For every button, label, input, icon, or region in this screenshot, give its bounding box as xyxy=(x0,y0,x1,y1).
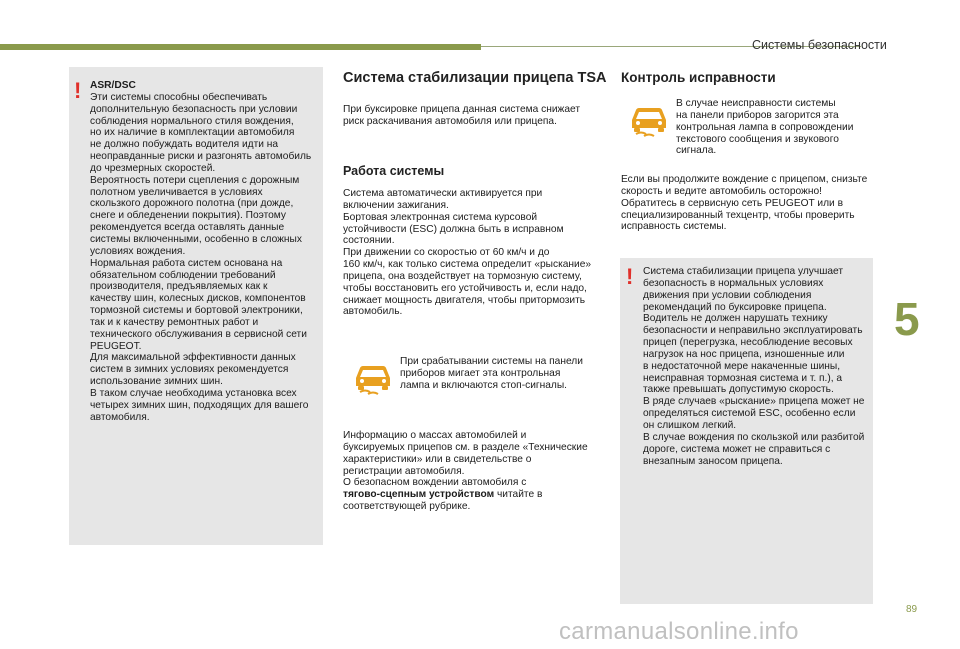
text-line: буксируемых прицепов см. в разделе «Технические xyxy=(343,441,588,453)
text-line: регистрации автомобиля. xyxy=(343,465,465,477)
text-line: также превышать допустимую скорость. xyxy=(643,384,834,396)
text-line: включении зажигания. xyxy=(343,199,449,211)
text-line: В случае неисправности системы xyxy=(676,98,836,109)
text-line: использование зимних шин. xyxy=(90,376,223,388)
text-line: При срабатывании системы на панели xyxy=(400,356,583,367)
fault-body xyxy=(621,174,881,233)
text-line: текстового сообщения и звукового xyxy=(676,133,839,145)
text-line: лампа и включаются стоп-сигналы. xyxy=(400,379,567,391)
warning-exclamation-icon: ! xyxy=(74,78,82,103)
tsa-intro xyxy=(343,104,603,128)
text-line: Информацию о массах автомобилей и xyxy=(343,430,527,441)
tsa-info-last: соответствующей рубрике. xyxy=(343,501,471,513)
text-line: Система стабилизации прицепа улучшает xyxy=(643,266,844,277)
text-line: но их наличие в комплектации автомобиля xyxy=(90,127,295,139)
text-line: При движении со скоростью от 60 км/ч и до xyxy=(343,247,550,259)
text-line: Водитель не должен нарушать технику xyxy=(643,313,828,325)
text-line: рекомендаций по буксировке прицепа. xyxy=(643,301,827,313)
operation-text xyxy=(343,188,613,318)
trailer-stability-fault-icon xyxy=(628,104,670,138)
text-line: В ряде случаев «рыскание» прицепа может не xyxy=(643,396,865,408)
text-line: скорость и ведите автомобиль осторожно! xyxy=(621,185,822,197)
text-line: дополнительную безопасность при условии xyxy=(90,103,298,115)
watermark: carmanualsonline.info xyxy=(559,618,799,645)
text-line: снеге и обледенении покрытия). Поэтому xyxy=(90,210,287,222)
tsa-info-tail: читайте в xyxy=(494,489,543,501)
text-line: Обратитесь в сервисную сеть PEUGEOT или в xyxy=(621,197,843,209)
text-line: качеству шин, колесных дисков, компонентов xyxy=(90,293,306,305)
text-line: дороге, система может не справиться с xyxy=(643,443,831,455)
text-line: нагрузок на нос прицепа, изношенные или xyxy=(643,348,845,360)
text-line: соблюдения нормального стиля вождения, xyxy=(90,115,294,127)
text-line: технического обслуживания в сервисной сети xyxy=(90,328,307,340)
text-line: приборов мигает эта контрольная xyxy=(400,367,561,379)
text-line: PEUGEOT. xyxy=(90,340,142,352)
trailer-stability-warning-icon xyxy=(352,362,394,396)
text-line: внезапным заносом прицепа. xyxy=(643,455,783,467)
text-line: обязательном соблюдении требований xyxy=(90,269,276,281)
left-warning-lines xyxy=(90,92,322,424)
text-line: В случае вождения по скользкой или разбитой xyxy=(643,431,865,443)
text-line: Нормальная работа систем основана на xyxy=(90,257,283,269)
text-line: скользкого дорожного полотна (при дожде, xyxy=(90,198,294,210)
text-line: Система автоматически активируется при xyxy=(343,188,543,199)
text-line: системы включенными, особенно в сложных xyxy=(90,233,302,245)
text-line: характеристики» или в свидетельстве о xyxy=(343,453,532,465)
text-line: чтобы восстановить его устойчивость и, если надо, xyxy=(343,282,587,294)
section-title: Системы безопасности xyxy=(752,38,887,52)
tsa-icon-note xyxy=(400,356,600,392)
text-line: тормозной системы и бортовой электроники, xyxy=(90,305,303,317)
text-line: контрольная лампа в сопровождении xyxy=(676,121,854,133)
text-line: так и к качеству ремонтных работ и xyxy=(90,316,259,328)
text-line: В таком случае необходима установка всех xyxy=(90,387,297,399)
text-line: безопасность в нормальных условиях xyxy=(643,277,824,289)
text-line: риск раскачивания автомобиля или прицепа. xyxy=(343,115,557,127)
text-line: до чрезмерных скоростей. xyxy=(90,162,216,174)
text-line: При буксировке прицепа данная система снижает xyxy=(343,104,581,115)
text-line: автомобиль. xyxy=(343,306,403,318)
text-line: 160 км/ч, как только система определит «рыскание» xyxy=(343,259,592,271)
text-line: полотном увеличивается в условиях xyxy=(90,186,263,198)
warning-exclamation-icon-2: ! xyxy=(626,264,634,289)
text-line: определяться системой ESC, особенно если xyxy=(643,408,856,420)
text-line: исправность системы. xyxy=(621,221,727,233)
text-line: снижает мощность двигателя, чтобы притормозить xyxy=(343,294,586,306)
text-line: Если вы продолжите вождение с прицепом, снизьте xyxy=(621,174,868,185)
text-line: устойчивости (ESC) должна быть в исправном xyxy=(343,223,564,235)
text-line: он слишком легкий. xyxy=(643,419,737,431)
chapter-number: 5 xyxy=(894,293,920,345)
text-line: прицеп (перегрузка, несоблюдение весовых xyxy=(643,337,853,349)
text-line: неоправданные риски и разгонять автомобиль xyxy=(90,151,312,163)
operation-title: Работа системы xyxy=(343,164,445,178)
text-line: четырех зимних шин, подходящих для вашего xyxy=(90,399,309,411)
text-line: систем в зимних условиях рекомендуется xyxy=(90,364,289,376)
text-line: Для максимальной эффективности данных xyxy=(90,352,296,364)
text-line: состоянии. xyxy=(343,235,395,247)
fault-title: Контроль исправности xyxy=(621,70,776,85)
text-line: рекомендуется всегда оставлять данные xyxy=(90,222,285,234)
text-line: прицепа, она воздействует на тормозную систему, xyxy=(343,270,582,282)
left-warning-text xyxy=(90,80,322,423)
text-line: производителя, предъявляемых как к xyxy=(90,281,268,293)
text-line: в недостаточной мере накаченные шины, xyxy=(643,360,841,372)
tsa-info xyxy=(343,430,608,513)
text-line: Бортовая электронная система курсовой xyxy=(343,211,538,223)
page-number: 89 xyxy=(906,604,918,615)
text-line: Эти системы способны обеспечивать xyxy=(90,91,268,103)
header-rule xyxy=(0,44,481,50)
text-line: на панели приборов загорится эта xyxy=(676,109,839,121)
text-line: не должно побуждать водителя идти на xyxy=(90,139,279,151)
right-warning-text xyxy=(643,266,871,467)
text-line: специализированный техцентр, чтобы проверить xyxy=(621,209,855,221)
tsa-info-lines xyxy=(343,430,608,489)
text-line: условиях вождения. xyxy=(90,245,186,257)
text-line: безопасности и неправильно эксплуатировать xyxy=(643,325,863,337)
text-line: О безопасном вождении автомобиля с xyxy=(343,477,527,489)
text-line: движения при условии соблюдения xyxy=(643,289,812,301)
text-line: неисправная тормозная система и т. п.), а xyxy=(643,372,843,384)
tsa-title: Система стабилизации прицепа TSA xyxy=(343,70,607,86)
text-line: сигнала. xyxy=(676,145,717,157)
text-line: автомобиля. xyxy=(90,411,150,423)
left-warning-title: ASR/DSC xyxy=(90,80,136,91)
fault-icon-note xyxy=(676,98,876,157)
tsa-info-bold: тягово-сцепным устройством xyxy=(343,489,495,501)
text-line: Вероятность потери сцепления с дорожным xyxy=(90,174,300,186)
